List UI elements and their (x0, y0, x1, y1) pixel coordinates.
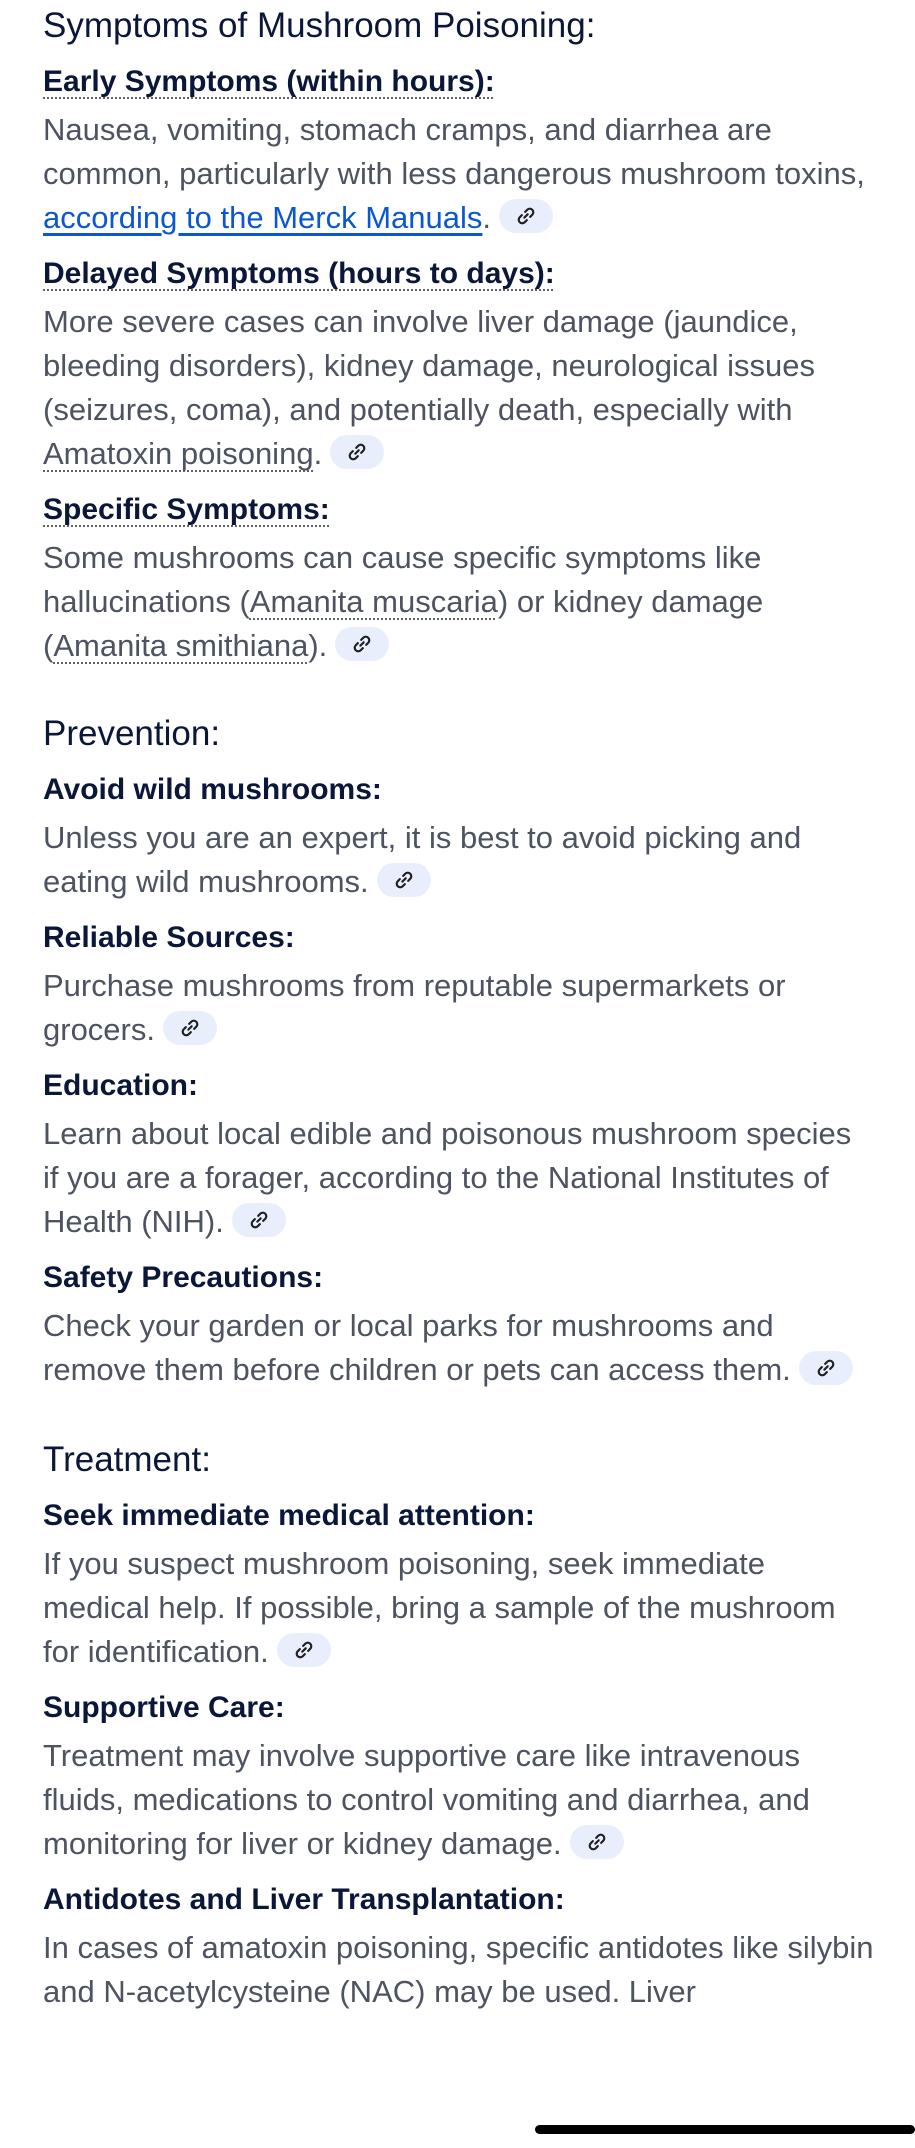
item-specific-symptoms (43, 490, 875, 668)
item-heading: Avoid wild mushrooms: (43, 773, 382, 806)
section-title-symptoms: Symptoms of Mushroom Poisoning: (43, 6, 596, 45)
item-early-symptoms (43, 62, 875, 240)
item-heading: Reliable Sources: (43, 921, 295, 954)
item-text: Treatment may involve supportive care like intravenous fluids, medications to control vomiting and diarrhea, and monitoring for liver or kidney damage. (43, 1738, 810, 1861)
item-antidotes-liver-transplantation (43, 1880, 875, 2014)
item-text: Unless you are an expert, it is best to avoid picking and eating wild mushrooms. (43, 820, 802, 899)
item-heading: Safety Precautions: (43, 1261, 324, 1294)
citation-chip[interactable] (277, 1633, 331, 1667)
section-title-treatment: Treatment: (43, 1440, 211, 1479)
item-text: Some mushrooms can cause specific symptoms like hallucinations (Amanita muscaria) or kidney damage (Amanita smithiana). (43, 540, 764, 663)
item-heading: Supportive Care: (43, 1691, 285, 1724)
citation-chip[interactable] (163, 1011, 217, 1045)
link-icon (347, 442, 367, 462)
item-reliable-sources (43, 918, 875, 1052)
item-education (43, 1066, 875, 1244)
item-delayed-symptoms (43, 254, 875, 476)
item-supportive-care (43, 1688, 875, 1866)
link-icon (587, 1832, 607, 1852)
citation-chip[interactable] (570, 1825, 624, 1859)
item-heading: Delayed Symptoms (hours to days): (43, 257, 555, 290)
item-avoid-wild-mushrooms (43, 770, 875, 904)
term-amanita-muscaria[interactable]: Amanita muscaria (249, 584, 498, 619)
link-icon (180, 1018, 200, 1038)
item-text: Nausea, vomiting, stomach cramps, and diarrhea are common, particularly with less dangerous mushroom toxins, according to the Merck Manuals. (43, 112, 865, 235)
item-heading: Early Symptoms (within hours): (43, 65, 495, 98)
link-icon (516, 206, 536, 226)
link-icon (352, 634, 372, 654)
item-safety-precautions (43, 1258, 875, 1392)
item-text: Check your garden or local parks for mushrooms and remove them before children or pets can access them. (43, 1304, 875, 1392)
home-indicator[interactable] (535, 2125, 915, 2134)
item-text: In cases of amatoxin poisoning, specific antidotes like silybin and N-acetylcysteine (NAC) may be used. Liver (43, 1930, 874, 2009)
citation-chip[interactable] (499, 199, 553, 233)
ai-overview-content (43, 0, 875, 2014)
term-amatoxin-poisoning[interactable]: Amatoxin poisoning (43, 436, 314, 471)
citation-chip[interactable] (335, 627, 389, 661)
item-text: Learn about local edible and poisonous mushroom species if you are a forager, according to the National Institutes of Health (NIH). (43, 1116, 852, 1239)
link-icon (816, 1358, 836, 1378)
merck-manuals-link[interactable]: according to the Merck Manuals (43, 200, 483, 235)
link-icon (249, 1210, 269, 1230)
item-heading: Seek immediate medical attention: (43, 1499, 535, 1532)
item-text: More severe cases can involve liver damage (jaundice, bleeding disorders), kidney damage, neurological issues (seizures, coma), and potentially death, especially with Amatoxin poisoning. (43, 304, 816, 471)
term-amanita-smithiana[interactable]: Amanita smithiana (53, 628, 309, 663)
citation-chip[interactable] (232, 1203, 286, 1237)
item-heading: Specific Symptoms: (43, 493, 330, 526)
citation-chip[interactable] (330, 435, 384, 469)
link-icon (294, 1640, 314, 1660)
section-title-prevention: Prevention: (43, 714, 221, 753)
item-heading: Antidotes and Liver Transplantation: (43, 1883, 565, 1916)
citation-chip[interactable] (799, 1351, 853, 1385)
item-seek-medical-attention (43, 1496, 875, 1674)
citation-chip[interactable] (377, 863, 431, 897)
item-text: Purchase mushrooms from reputable supermarkets or grocers. (43, 968, 786, 1047)
item-heading: Education: (43, 1069, 198, 1102)
item-text: If you suspect mushroom poisoning, seek immediate medical help. If possible, bring a sample of the mushroom for identification. (43, 1546, 836, 1669)
link-icon (394, 870, 414, 890)
